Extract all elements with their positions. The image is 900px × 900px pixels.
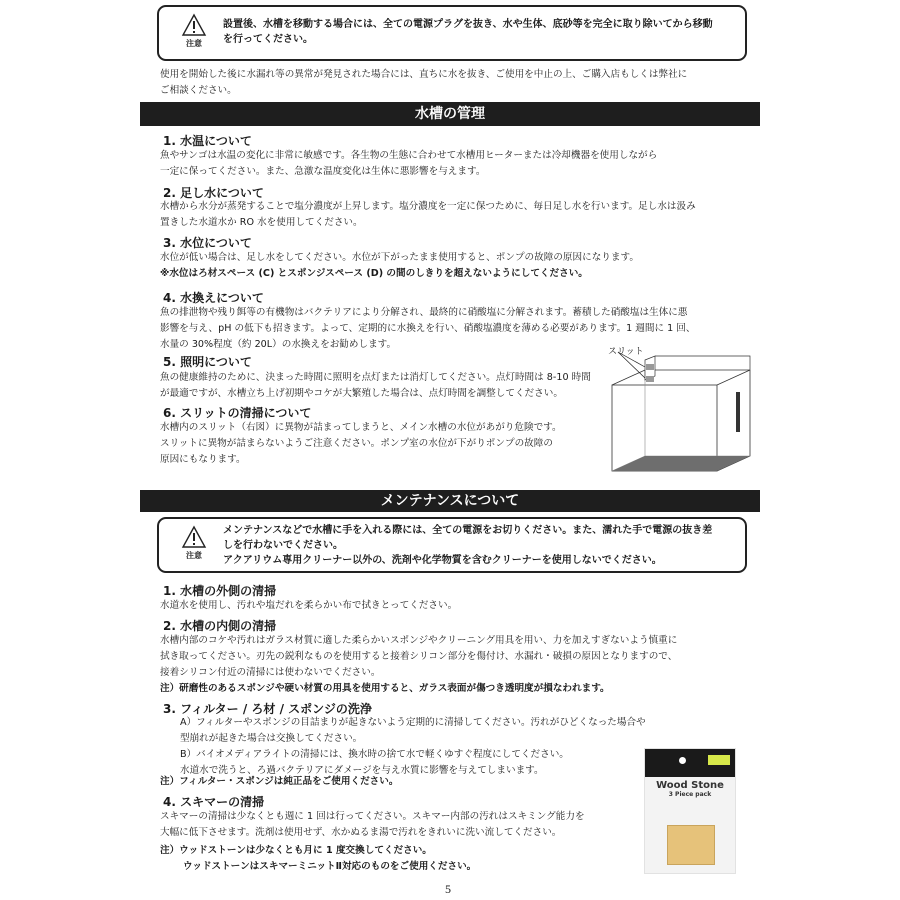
body-top-off — [160, 199, 696, 231]
body-line: B）バイオメディアライトの清掃には、換水時の捨て水で軽くゆすぐ程度にしてください。 — [180, 749, 569, 760]
warning-icon — [179, 525, 209, 561]
note-wood-stone — [160, 843, 476, 875]
section-title-maintenance: メンテナンスについて — [140, 490, 760, 512]
body-water-temp — [160, 148, 657, 180]
body-slit — [160, 420, 562, 468]
body-line: 置きした水道水か RO 水を使用してください。 — [160, 217, 363, 228]
wood-stone-product-image — [644, 748, 736, 874]
warning-line: を行ってください。 — [223, 34, 313, 45]
heading-water-temp: 1. 水温について — [163, 134, 252, 148]
body-line: が最適ですが、水槽立ち上げ初期やコケが大繁殖した場合は、点灯時間を調整してください。 — [160, 388, 563, 399]
heading-water-change: 4. 水換えについて — [163, 291, 264, 305]
body-line: 一定に保ってください。また、急激な温度変化は生体に悪影響を与えます。 — [160, 166, 486, 177]
heading-interior-cleaning: 2. 水槽の内側の清掃 — [163, 619, 277, 633]
note-line: ※水位はろ材スペース (C) とスポンジスペース (D) の間のしきりを超えないようにしてください。 — [160, 268, 588, 279]
body-line: 水槽内のスリット（右図）に異物が詰まってしまうと、メイン水槽の水位があがり危険です。 — [160, 422, 562, 433]
body-line: 接着シリコン付近の清掃には使わないでください。 — [160, 667, 381, 678]
note-line: ウッドストーンはスキマーミニットⅡ対応のものをご使用ください。 — [183, 861, 477, 872]
body-line: 魚やサンゴは水温の変化に非常に敏感です。各生物の生態に合わせて水槽用ヒーターまたは冷却機器を使用しながら — [160, 150, 658, 161]
body-line: 水位が低い場合は、足し水をしてください。水位が下がったまま使用すると、ポンプの故障の原因になります。 — [160, 252, 639, 263]
product-name: Wood Stone — [656, 780, 724, 791]
body-line: 拭き取ってください。刃先の鋭利なものを使用すると接着シリコン部分を傷付け、水漏れ・破損の原因となりますので、 — [160, 651, 678, 662]
body-line: 型崩れが起きた場合は交換してください。 — [180, 733, 363, 744]
body-line: 影響を与え、pH の低下も招きます。よって、定期的に水換えを行い、硝酸塩濃度を薄める必要があります。1 週間に 1 回、 — [160, 323, 696, 334]
body-line: 水道水で洗うと、ろ過バクテリアにダメージを与え水質に影響を与えてしまいます。 — [180, 765, 544, 776]
body-line: 大幅に低下させます。洗剤は使用せず、水かぬるま湯で汚れをきれいに洗い流してください。 — [160, 827, 562, 838]
heading-exterior-cleaning: 1. 水槽の外側の清掃 — [163, 584, 277, 598]
note-filter: 注）フィルター・スポンジは純正品をご使用ください。 — [160, 776, 399, 787]
warning-line: しを行わないでください。 — [223, 540, 343, 551]
body-line: スキマーの清掃は少なくとも週に 1 回は行ってください。スキマー内部の汚れはスキミング能力を — [160, 811, 585, 822]
body-skimmer-cleaning — [160, 809, 585, 841]
warning-line: メンテナンスなどで水槽に手を入れる際には、全ての電源をお切りください。また、濡れた手で電源の抜き差 — [223, 525, 713, 536]
intro-text — [160, 67, 687, 99]
body-exterior-cleaning — [160, 598, 457, 614]
body-line: 原因にもなります。 — [160, 454, 246, 465]
body-line: 魚の排泄物や残り餌等の有機物はバクテリアにより分解され、最終的に硝酸塩に分解されます。蓄積した硝酸塩は生体に悪 — [160, 307, 688, 318]
body-line: 水槽内部のコケや汚れはガラス材質に適した柔らかいスポンジやクリーニング用具を用い、力を加えすぎないよう慎重に — [160, 635, 678, 646]
heading-lighting: 5. 照明について — [163, 355, 252, 369]
body-lighting — [160, 370, 591, 402]
body-line: 魚の健康維持のために、決まった時間に照明を点灯または消灯してください。点灯時間は 8-10 時間 — [160, 372, 591, 383]
product-subtitle: 3 Piece pack — [668, 791, 712, 798]
body-interior-cleaning — [160, 633, 677, 697]
warning-line: 設置後、水槽を移動する場合には、全ての電源プラグを抜き、水や生体、底砂等を完全に取り除いてから移動 — [223, 19, 713, 30]
warning-line: アクアリウム専用クリーナー以外の、洗剤や化学物質を含むクリーナーを使用しないでください。 — [223, 555, 662, 566]
body-line: 水量の 30%程度（約 20L）の水換えをお勧めします。 — [160, 339, 397, 350]
figure-label-slit: スリット — [608, 347, 644, 357]
heading-water-level: 3. 水位について — [163, 236, 252, 250]
intro-line: 使用を開始した後に水漏れ等の異常が発見された場合には、直ちに水を抜き、ご使用を中止の上、ご購入店もしくは弊社に — [160, 69, 688, 80]
body-line: 水道水を使用し、汚れや塩だれを柔らかい布で拭きとってください。 — [160, 600, 458, 611]
heading-skimmer-cleaning: 4. スキマーの清掃 — [163, 795, 265, 809]
body-water-level — [160, 250, 639, 282]
note-line: 注）ウッドストーンは少なくとも月に 1 度交換してください。 — [160, 845, 432, 856]
heading-filter-cleaning: 3. フィルター / ろ材 / スポンジの洗浄 — [163, 702, 372, 716]
tank-illustration — [600, 340, 760, 480]
heading-top-off: 2. 足し水について — [163, 186, 264, 200]
wood-stone-block — [667, 825, 715, 865]
note-line: 注）研磨性のあるスポンジや硬い材質の用具を使用すると、ガラス表面が傷つき透明度が損なわれます。 — [160, 683, 610, 694]
warning-icon — [179, 13, 209, 49]
body-line: スリットに異物が詰まらないようご注意ください。ポンプ室の水位が下がりポンプの故障の — [160, 438, 553, 449]
warning-label: 注意 — [186, 39, 202, 48]
page-number: 5 — [445, 882, 451, 896]
body-line: 水槽から水分が蒸発することで塩分濃度が上昇します。塩分濃度を一定に保つために、毎日足し水を行います。足し水は汲み — [160, 201, 696, 212]
body-line: A）フィルターやスポンジの目詰まりが起きないよう定期的に清掃してください。汚れがひどくなった場合や — [180, 717, 646, 728]
warning-label: 注意 — [186, 551, 202, 560]
warning-box-2 — [157, 517, 747, 573]
warning-box-1 — [157, 5, 747, 61]
intro-line: ご相談ください。 — [160, 85, 237, 96]
heading-slit: 6. スリットの清掃について — [163, 406, 312, 420]
body-filter-cleaning — [180, 715, 646, 779]
section-title-tank: 水槽の管理 — [140, 102, 760, 126]
